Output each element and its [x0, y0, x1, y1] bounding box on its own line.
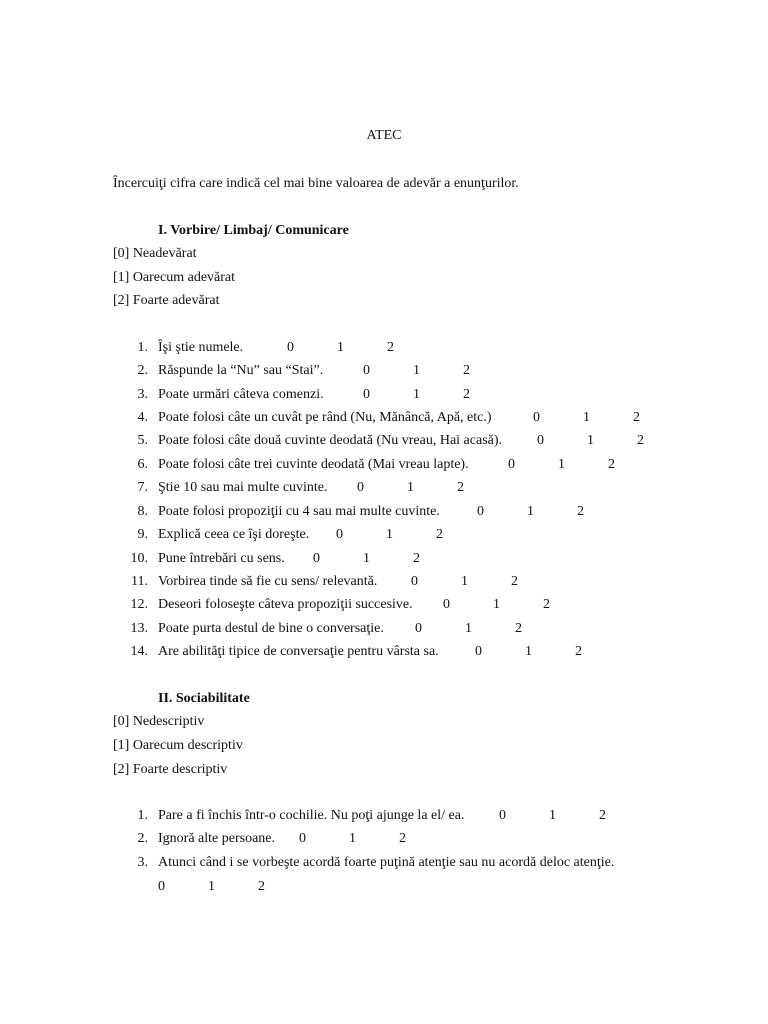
score-option-2[interactable]: 2: [413, 551, 420, 566]
section-1-legend-2: [2] Foarte adevărat: [113, 293, 220, 308]
question-number: 13.: [130, 621, 148, 636]
section2-question-3: [0, 855, 768, 875]
score-option-2[interactable]: 2: [637, 433, 644, 448]
question-text: Poate folosi câte două cuvinte deodată (Nu vreau, Hai acasă).: [158, 433, 503, 448]
section1-question-5: [0, 433, 768, 453]
score-option-0[interactable]: 0: [287, 340, 294, 355]
question-number: 2.: [137, 363, 148, 378]
question-number: 14.: [130, 644, 148, 659]
score-option-2[interactable]: 2: [633, 410, 640, 425]
score-option-0[interactable]: 0: [477, 504, 484, 519]
section1-question-14: [0, 644, 768, 664]
score-option-0[interactable]: 0: [537, 433, 544, 448]
score-option-2[interactable]: 2: [608, 457, 615, 472]
question-number: 4.: [137, 410, 148, 425]
question-text: Poate urmări câteva comenzi.: [158, 387, 324, 402]
question-number: 1.: [137, 340, 148, 355]
question-text: Poate folosi câte trei cuvinte deodată (Mai vreau lapte).: [158, 457, 469, 472]
section1-question-4: [0, 410, 768, 430]
section-1-legend-1: [1] Oarecum adevărat: [113, 270, 236, 285]
section-2-legend-2: [2] Foarte descriptiv: [113, 762, 228, 777]
score-option-1[interactable]: 1: [208, 879, 215, 894]
question-number: 3.: [137, 855, 148, 870]
score-option-2[interactable]: 2: [543, 597, 550, 612]
score-option-1[interactable]: 1: [413, 387, 420, 402]
score-option-1[interactable]: 1: [587, 433, 594, 448]
question-text: Ignoră alte persoane.: [158, 831, 275, 846]
score-option-0[interactable]: 0: [357, 480, 364, 495]
section1-question-11: [0, 574, 768, 594]
score-option-1[interactable]: 1: [413, 363, 420, 378]
question-number: 5.: [137, 433, 148, 448]
section2-question-1: [0, 808, 768, 828]
section1-question-7: [0, 480, 768, 500]
score-option-2[interactable]: 2: [463, 363, 470, 378]
section1-question-3: [0, 387, 768, 407]
question-number: 1.: [137, 808, 148, 823]
score-option-1[interactable]: 1: [493, 597, 500, 612]
score-option-2[interactable]: 2: [457, 480, 464, 495]
score-option-2[interactable]: 2: [387, 340, 394, 355]
score-option-1[interactable]: 1: [527, 504, 534, 519]
score-option-1[interactable]: 1: [349, 831, 356, 846]
question-text: Poate folosi propoziţii cu 4 sau mai multe cuvinte.: [158, 504, 440, 519]
score-option-0[interactable]: 0: [336, 527, 343, 542]
score-option-1[interactable]: 1: [363, 551, 370, 566]
score-option-0[interactable]: 0: [363, 387, 370, 402]
section1-question-12: [0, 597, 768, 617]
score-option-2[interactable]: 2: [575, 644, 582, 659]
question-text: Îşi ştie numele.: [158, 340, 244, 355]
section1-question-13: [0, 621, 768, 641]
document-title: ATEC: [366, 128, 402, 143]
score-option-0[interactable]: 0: [508, 457, 515, 472]
question-text: Are abilităţi tipice de conversaţie pentru vârsta sa.: [158, 644, 439, 659]
question-number: 10.: [130, 551, 148, 566]
section1-question-1: [0, 340, 768, 360]
score-option-1[interactable]: 1: [465, 621, 472, 636]
score-option-0[interactable]: 0: [533, 410, 540, 425]
score-option-2[interactable]: 2: [399, 831, 406, 846]
question-text: Deseori foloseşte câteva propoziţii succesive.: [158, 597, 413, 612]
section1-question-2: [0, 363, 768, 383]
score-option-0[interactable]: 0: [158, 879, 165, 894]
question-number: 8.: [137, 504, 148, 519]
question-number: 2.: [137, 831, 148, 846]
score-option-1[interactable]: 1: [549, 808, 556, 823]
question-text: Atunci când i se vorbeşte acordă foarte puţină atenţie sau nu acordă deloc atenţie.: [158, 855, 615, 870]
question-text: Poate purta destul de bine o conversaţie.: [158, 621, 384, 636]
score-option-2[interactable]: 2: [511, 574, 518, 589]
score-option-0[interactable]: 0: [299, 831, 306, 846]
question-text: Poate folosi câte un cuvât pe rând (Nu, Mănâncă, Apă, etc.): [158, 410, 492, 425]
section1-question-8: [0, 504, 768, 524]
section-2-legend-1: [1] Oarecum descriptiv: [113, 738, 243, 753]
score-option-2[interactable]: 2: [599, 808, 606, 823]
score-option-1[interactable]: 1: [583, 410, 590, 425]
question-number: 7.: [137, 480, 148, 495]
score-option-1[interactable]: 1: [386, 527, 393, 542]
question-text: Pune întrebări cu sens.: [158, 551, 285, 566]
score-option-0[interactable]: 0: [475, 644, 482, 659]
question-number: 9.: [137, 527, 148, 542]
score-option-1[interactable]: 1: [558, 457, 565, 472]
score-option-2[interactable]: 2: [577, 504, 584, 519]
section-1-title: I. Vorbire/ Limbaj/ Comunicare: [158, 223, 349, 238]
score-option-2[interactable]: 2: [436, 527, 443, 542]
section-1-legend-0: [0] Neadevărat: [113, 246, 197, 261]
section1-question-6: [0, 457, 768, 477]
question-number: 11.: [131, 574, 148, 589]
instruction-text: Încercuiţi cifra care indică cel mai bine valoarea de adevăr a enunţurilor.: [113, 176, 519, 191]
score-option-1[interactable]: 1: [407, 480, 414, 495]
section1-question-9: [0, 527, 768, 547]
score-option-2[interactable]: 2: [515, 621, 522, 636]
score-option-2[interactable]: 2: [463, 387, 470, 402]
question-text: Explică ceea ce îşi doreşte.: [158, 527, 310, 542]
score-option-1[interactable]: 1: [337, 340, 344, 355]
question-text: Ştie 10 sau mai multe cuvinte.: [158, 480, 328, 495]
score-option-2[interactable]: 2: [258, 879, 265, 894]
question-text: Vorbirea tinde să fie cu sens/ relevantă.: [158, 574, 378, 589]
score-option-0[interactable]: 0: [411, 574, 418, 589]
question-number: 3.: [137, 387, 148, 402]
section-2-legend-0: [0] Nedescriptiv: [113, 714, 205, 729]
section1-question-10: [0, 551, 768, 571]
score-option-0[interactable]: 0: [443, 597, 450, 612]
score-option-0[interactable]: 0: [415, 621, 422, 636]
score-option-1[interactable]: 1: [525, 644, 532, 659]
score-option-1[interactable]: 1: [461, 574, 468, 589]
question-number: 12.: [130, 597, 148, 612]
score-option-0[interactable]: 0: [499, 808, 506, 823]
section-2-title: II. Sociabilitate: [158, 691, 250, 706]
score-option-0[interactable]: 0: [313, 551, 320, 566]
question-number: 6.: [137, 457, 148, 472]
section2-question-2: [0, 831, 768, 851]
question-text: Pare a fi închis într-o cochilie. Nu poţi ajunge la el/ ea.: [158, 808, 465, 823]
score-option-0[interactable]: 0: [363, 363, 370, 378]
question-text: Răspunde la “Nu” sau “Stai”.: [158, 363, 324, 378]
